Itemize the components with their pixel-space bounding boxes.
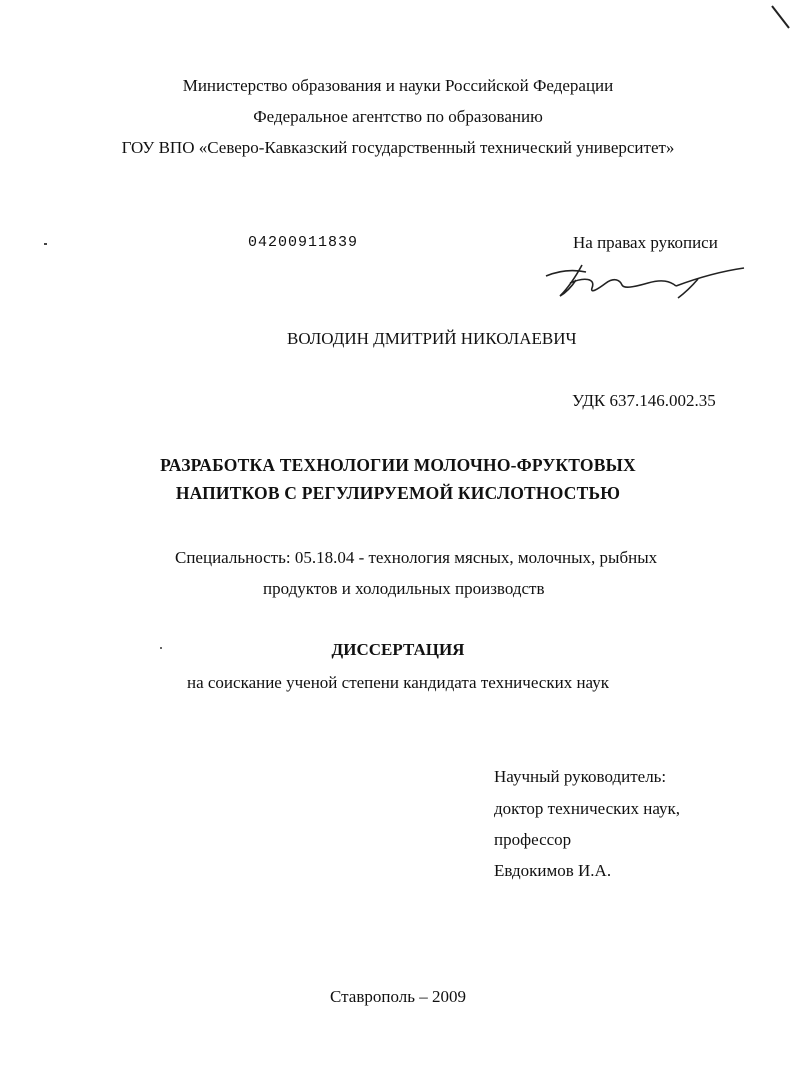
thesis-title-line-2: НАПИТКОВ С РЕГУЛИРУЕМОЙ КИСЛОТНОСТЬЮ [175, 483, 621, 503]
scan-dot [44, 243, 47, 245]
thesis-title-line-1: РАЗРАБОТКА ТЕХНОЛОГИИ МОЛОЧНО-ФРУКТОВЫХ [160, 455, 636, 475]
manuscript-note: На правах рукописи [573, 233, 718, 252]
agency-line: Федеральное агентство по образованию [253, 107, 543, 126]
author-name: ВОЛОДИН ДМИТРИЙ НИКОЛАЕВИЧ [287, 329, 577, 348]
city-year: Ставрополь – 2009 [330, 987, 466, 1006]
specialty-line-1: Специальность: 05.18.04 - технология мясных, молочных, рыбных [175, 548, 658, 567]
supervisor-label: Научный руководитель: [494, 767, 667, 786]
ministry-line: Министерство образования и науки Российской Федерации [182, 76, 614, 95]
specialty-line-2: продуктов и холодильных производств [263, 579, 545, 598]
document-type: ДИССЕРТАЦИЯ [331, 640, 465, 659]
supervisor-name: Евдокимов И.А. [494, 861, 612, 880]
signature [540, 258, 750, 305]
degree-line: на соискание ученой степени кандидата технических наук [186, 673, 609, 692]
udc-code: УДК 637.146.002.35 [572, 391, 716, 410]
corner-mark [770, 4, 792, 35]
record-number: 04200911839 [248, 234, 359, 251]
university-line: ГОУ ВПО «Северо-Кавказский государственный технический университет» [121, 138, 675, 157]
supervisor-degree: доктор технических наук, [494, 799, 681, 818]
supervisor-rank: профессор [494, 830, 572, 849]
